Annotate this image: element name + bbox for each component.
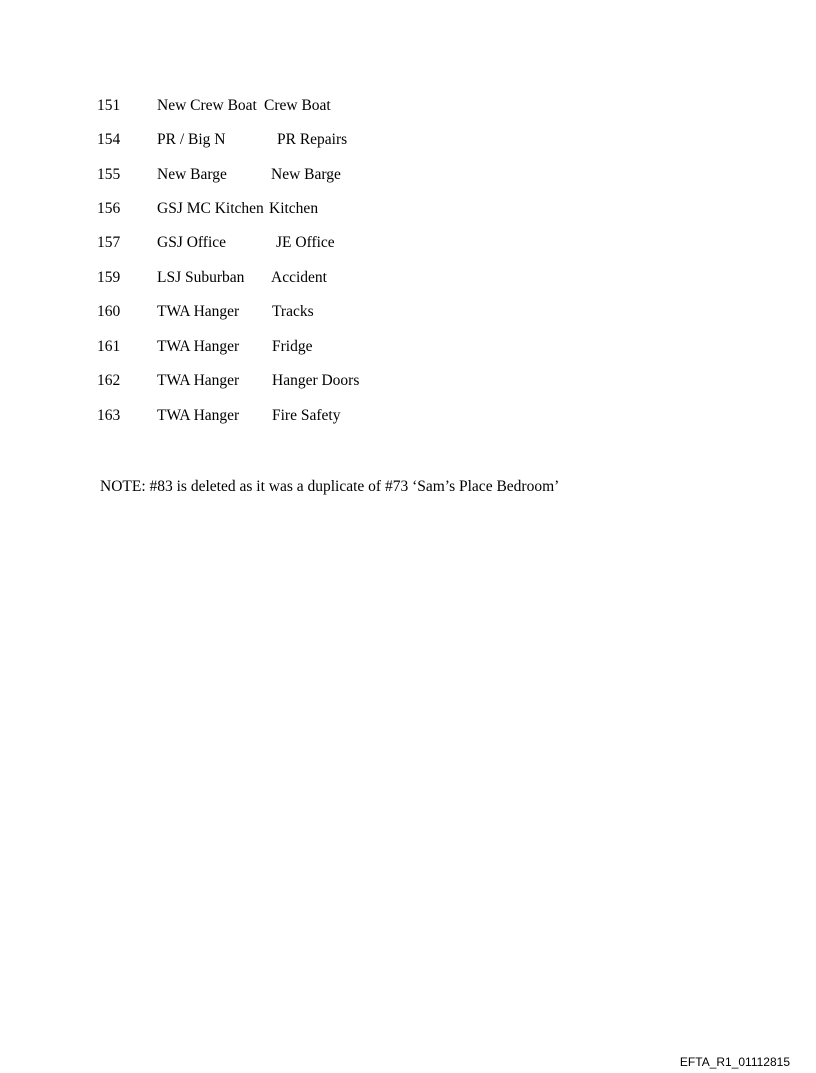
entry-location: LSJ Suburban: [157, 269, 245, 286]
entry-description: Kitchen: [269, 200, 319, 217]
document-id: EFTA_R1_01112815: [679, 1055, 790, 1069]
entry-description: Fridge: [272, 338, 313, 355]
entry-number: 154: [97, 131, 121, 148]
entry-description: PR Repairs: [277, 131, 348, 148]
entry-number: 159: [97, 269, 121, 286]
entry-description: Crew Boat: [264, 97, 331, 114]
entry-description: JE Office: [276, 234, 335, 251]
entry-location: New Crew Boat: [157, 97, 257, 114]
entry-number: 151: [97, 97, 121, 114]
entry-location: TWA Hanger: [157, 407, 240, 424]
entry-number: 162: [97, 372, 121, 389]
entry-location: TWA Hanger: [157, 303, 240, 320]
deletion-note: NOTE: #83 is deleted as it was a duplicate of #73 ‘Sam’s Place Bedroom’: [100, 478, 560, 495]
entry-number: 161: [97, 338, 121, 355]
entry-number: 156: [97, 200, 121, 217]
entry-description: Hanger Doors: [272, 372, 360, 389]
entry-location: GSJ Office: [157, 234, 227, 251]
entry-description: Accident: [271, 269, 327, 286]
entry-location: PR / Big N: [157, 131, 226, 148]
entry-location: TWA Hanger: [157, 372, 240, 389]
entry-number: 160: [97, 303, 121, 320]
entry-description: Fire Safety: [272, 407, 341, 424]
entry-description: Tracks: [272, 303, 314, 320]
entry-number: 157: [97, 234, 121, 251]
entry-number: 155: [97, 166, 121, 183]
entry-number: 163: [97, 407, 121, 424]
entry-location: GSJ MC Kitchen: [157, 200, 264, 217]
entry-description: New Barge: [271, 166, 341, 183]
entry-location: New Barge: [157, 166, 227, 183]
entry-location: TWA Hanger: [157, 338, 240, 355]
